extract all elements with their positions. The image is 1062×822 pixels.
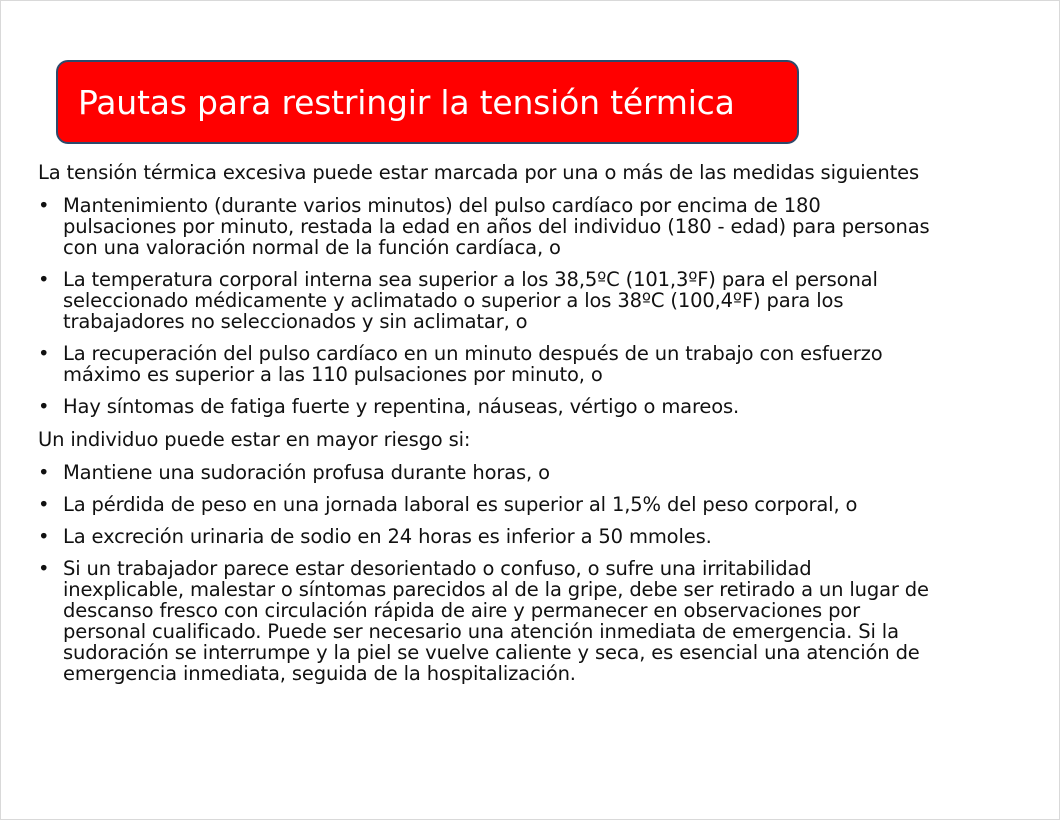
bullet-line: descanso fresco con circulación rápida de aire y permanecer en observaciones por — [63, 599, 860, 622]
bullet-line: Hay síntomas de fatiga fuerte y repentina, náuseas, vértigo o mareos. — [63, 395, 740, 418]
bullet-text — [63, 269, 1013, 332]
bullet-dot-icon: • — [38, 557, 50, 580]
bullet-item — [38, 494, 1013, 515]
bullet-line: trabajadores no seleccionados y sin aclimatar, o — [63, 310, 528, 333]
bullet-text — [63, 343, 1013, 385]
bullet-item — [38, 462, 1013, 483]
bullet-line: Mantenimiento (durante varios minutos) del pulso cardíaco por encima de 180 — [63, 194, 821, 217]
bullet-line: emergencia inmediata, seguida de la hospitalización. — [63, 662, 576, 685]
bullet-line: sudoración se interrumpe y la piel se vuelve caliente y seca, es esencial una atención de — [63, 641, 920, 664]
bullet-line: máximo es superior a las 110 pulsaciones por minuto, o — [63, 363, 603, 386]
bullet-dot-icon: • — [38, 342, 50, 365]
bullet-text — [63, 462, 1013, 483]
bullet-item — [38, 396, 1013, 417]
bullet-dot-icon: • — [38, 268, 50, 291]
bullet-text — [63, 195, 1013, 258]
title-box — [56, 60, 799, 144]
bullet-line: La excreción urinaria de sodio en 24 horas es inferior a 50 mmoles. — [63, 525, 712, 548]
slide-body — [38, 161, 1013, 695]
bullet-item — [38, 558, 1013, 684]
bullet-item — [38, 269, 1013, 332]
section1-intro: La tensión térmica excesiva puede estar marcada por una o más de las medidas siguientes — [38, 161, 919, 184]
bullet-line: La temperatura corporal interna sea superior a los 38,5ºC (101,3ºF) para el personal — [63, 268, 878, 291]
bullet-item — [38, 343, 1013, 385]
bullet-line: pulsaciones por minuto, restada la edad en años del individuo (180 - edad) para personas — [63, 215, 930, 238]
bullet-line: La pérdida de peso en una jornada laboral es superior al 1,5% del peso corporal, o — [63, 493, 858, 516]
bullet-line: La recuperación del pulso cardíaco en un minuto después de un trabajo con esfuerzo — [63, 342, 883, 365]
section2-intro: Un individuo puede estar en mayor riesgo si: — [38, 428, 471, 451]
bullet-dot-icon: • — [38, 525, 50, 548]
bullet-text — [63, 558, 1013, 684]
bullet-dot-icon: • — [38, 493, 50, 516]
bullet-dot-icon: • — [38, 395, 50, 418]
bullet-dot-icon: • — [38, 194, 50, 217]
slide-title: Pautas para restringir la tensión térmica — [78, 82, 735, 122]
bullet-line: Mantiene una sudoración profusa durante horas, o — [63, 461, 550, 484]
bullet-line: seleccionado médicamente y aclimatado o superior a los 38ºC (100,4ºF) para los — [63, 289, 844, 312]
bullet-text — [63, 396, 1013, 417]
bullet-item — [38, 195, 1013, 258]
bullet-line: personal cualificado. Puede ser necesario una atención inmediata de emergencia. Si la — [63, 620, 899, 643]
bullet-line: inexplicable, malestar o síntomas parecidos al de la gripe, debe ser retirado a un lugar de — [63, 578, 929, 601]
bullet-dot-icon: • — [38, 461, 50, 484]
bullet-text — [63, 526, 1013, 547]
bullet-line: con una valoración normal de la función cardíaca, o — [63, 236, 561, 259]
bullet-text — [63, 494, 1013, 515]
bullet-line: Si un trabajador parece estar desorientado o confuso, o sufre una irritabilidad — [63, 557, 812, 580]
bullet-item — [38, 526, 1013, 547]
